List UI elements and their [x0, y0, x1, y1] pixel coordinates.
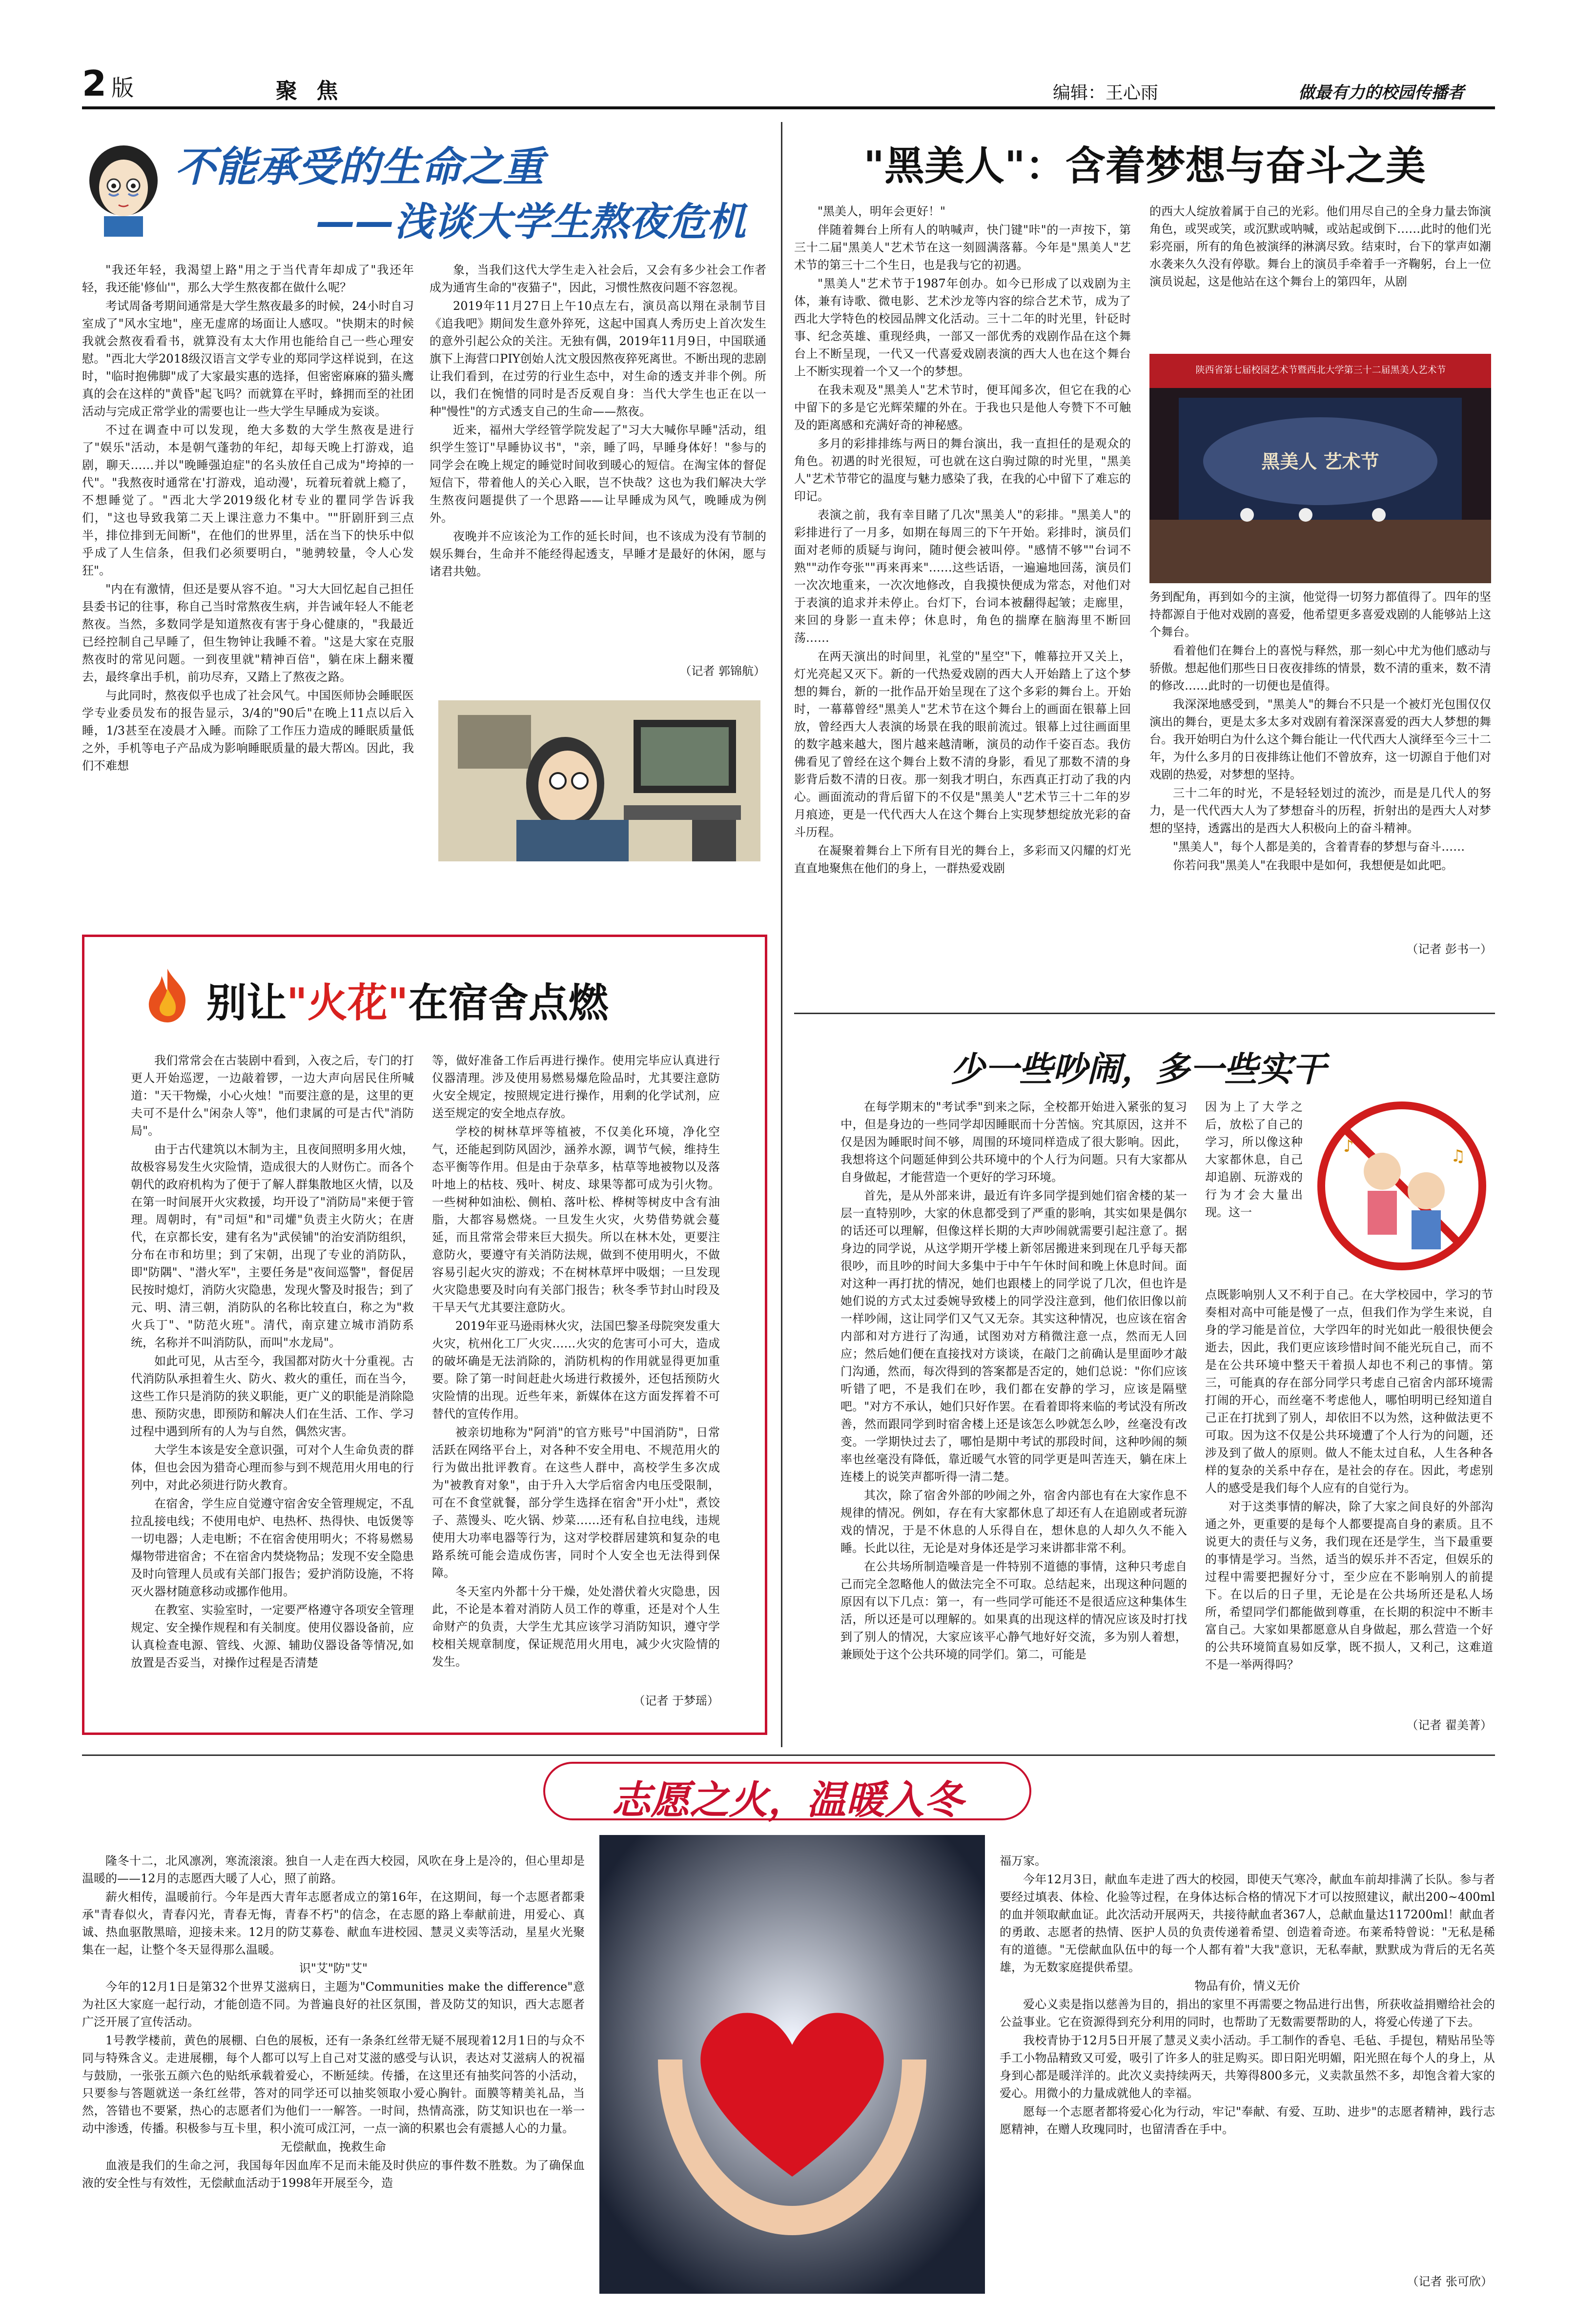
paragraph: 由于古代建筑以木制为主，且夜间照明多用火烛，故极容易发生火灾险情，造成很大的人财伤亡。而各个朝代的政府机构为了便于了解人群集散地区火情，以及在第一时间展开火灾救援，均开设了"消防局"来便于管理。周朝时，有"司烜"和"司爟"负责主火防火；在唐代，在京都长安，建有名为"武侯铺"的治安消防组织，分布在市和坊里；到了宋朝，出现了专业的消防队，即"防隅"、"潜火军"，主要任务是"夜间巡警"，督促居民按时熄灯，消防火灾隐患，发现火警及时报告；到了元、明、清三朝，消防队的名称比较直白，称之为"救火兵丁"、"防范火班"。清代，南京建立城市消防系统，名称并不叫消防队，而叫"水龙局"。 — [131, 1142, 414, 1349]
cartoon-girl-icon — [82, 139, 165, 237]
paragraph: 大学生本该是安全意识强，可对个人生命负责的群体，但也会因为猎奇心理而参与到不规范用火用电的行列中，对此必须进行防火教育。 — [131, 1443, 414, 1492]
no-noise-illustration — [1314, 1093, 1490, 1279]
article1-title: 不能承受的生命之重 — [175, 143, 544, 191]
stage-banner-text: 陕西省第七届校园艺术节暨西北大学第三十二届黑美人艺术节 — [1195, 365, 1446, 375]
header-rule — [82, 106, 1495, 109]
paragraph: 象，当我们这代大学生走入社会后，又会有多少社会工作者成为通宵生命的"夜猫子"，因此，习惯性熬夜问题不容忽视。 — [430, 263, 766, 294]
paragraph: 在凝聚着舞台上下所有目光的舞台上，多彩而又闪耀的灯光直直地聚焦在他们的身上，一群热爱戏剧 — [794, 844, 1131, 875]
paragraph: 不过在调查中可以发现，绝大多数的大学生熬夜是进行了"娱乐"活动，本是朝气蓬勃的年纪，却每天晚上打游戏，追剧，聊天……并以"晚睡强迫症"的名头放任自己成为"垮掉的一代"。"我熬夜时通常在'打游戏，追动漫'，玩着玩着就上瘾了，不想睡觉了。"西北大学2019级化材专业的瞿同学告诉我们，"这也导致我第二天上课注意力不集中。""肝剧肝到三点半，排位排到无间断"，在他们的世界里，活在当下的快乐中似乎成了人生信条，但我们必须要明白，"驰骋较量，令人心发狂"。 — [82, 423, 414, 577]
paragraph: 学校的树林草坪等植被，不仅美化环境，净化空气，还能起到防风固沙，涵养水源，调节气候，维持生态平衡等作用。但是由于杂草多，枯草等地被物以及落叶地上的枯枝、残叶、树皮、球果等都可成为引火物。一些树种如油松、侧柏、落叶松、桦树等树皮中含有油脂，大都容易燃烧。一旦发生火灾，火势借势就会蔓延，而且常常会带来巨大损失。所以在林木处，更要注意防火，要遵守有关消防法规，做到不使用明火，不做容易引起火灾的游戏；不在树林草坪中吸烟；一旦发现火灾隐患要及时向有关部门报告；秋冬季节封山时段及干旱天气尤其要注意防火。 — [432, 1125, 720, 1314]
paragraph: 三十二年的时光，不是轻轻划过的流沙，而是是几代人的努力，是一代代西大人为了梦想奋斗的历程，折射出的是西大人对梦想的坚持，透露出的是西大人积极向上的奋斗精神。 — [1149, 786, 1491, 835]
illustration-student-at-computer — [438, 700, 760, 861]
subheading: 物品有价，情义无价 — [1194, 1979, 1300, 1993]
paragraph: 福万家。 — [1000, 1854, 1046, 1868]
article5-reporter: （记者 张可欣） — [1407, 2275, 1493, 2288]
paragraph: 今年的12月1日是第32个世界艾滋病日，主题为"Communities make the difference"意为社区大家庭一起行动，才能创造不同。为普遍良好的社区氛围，普及防艾的知识，西大志愿者广泛开展了宣传活动。 — [82, 1980, 585, 2029]
paragraph: 冬天室内外都十分干燥，处处潜伏着火灾隐患，因此，不论是本着对消防人员工作的尊重，还是对个人生命财产的负责，大学生尤其应该学习消防知识，遵守学校相关规章制度，保证规范用火用电，减少火灾险情的发生。 — [432, 1585, 720, 1669]
paragraph: "黑美人，明年会更好！" — [818, 204, 946, 218]
svg-text:♪: ♪ — [1343, 1137, 1354, 1156]
article2-col1 — [794, 203, 1131, 878]
article4-col2-top — [1205, 1098, 1303, 1222]
article-quiet-dorm — [794, 1040, 1495, 1747]
page-header — [0, 0, 1577, 112]
paragraph: 在公共场所制造噪音是一件特别不道德的事情，这种只考虑自己而完全忽略他人的做法完全不可取。总结起来，出现这种问题的原因有以下几点：第一，有一些同学可能还不是很适应这种集体生活，所以还是可以理解的。如果真的出现这样的情况应该及时打找到了别人的情况，大家应该平心静气地好好交流，多为别人着想，兼顾处于这个公共环境的同学们。第二，可能是 — [840, 1560, 1187, 1661]
paragraph: 2019年11月27日上午10点左右，演员高以翔在录制节目《追我吧》期间发生意外猝死，这起中国真人秀历史上首次发生的意外引起公众的关注。无独有偶，2019年11月9日，中国联通旗下上海营口PIY创始人沈文殷因熬夜猝死离世。不断出现的悲剧让我们看到，在过劳的行业生态中，对生命的透支并非个例。所以，我们在惋惜的同时是否反观自身：当代大学生也正在以一种"慢性"的方式透支自己的生命——熬夜。 — [430, 299, 766, 418]
paragraph: 夜晚并不应该沦为工作的延长时间，也不该成为没有节制的娱乐舞台，生命并不能经得起透支，早睡才是最好的休闲，愿与诸君共勉。 — [430, 530, 766, 578]
paragraph: 看着他们在舞台上的喜悦与释然，那一刻心中尤为他们感动与骄傲。想起他们那些日日夜夜排练的情景，数不清的重来，数不清的修改……此时的一切便也是值得。 — [1149, 644, 1491, 693]
paragraph: 在宿舍，学生应自觉遵守宿舍安全管理规定，不乱拉乱接电线；不使用电炉、电热杯、热得快、电饭煲等一切电器；人走电断；不在宿舍使用明火；不将易燃易爆物带进宿舍；不在宿舍内焚烧物品；发现不安全隐患及时向管理人员或有关部门报告；爱护消防设施，不将灭火器材随意移动或挪作他用。 — [131, 1497, 414, 1598]
section-name: 聚 焦 — [276, 79, 344, 103]
paragraph: 在每学期末的"考试季"到来之际，全校都开始进入紧张的复习中，但是身边的一些同学却因睡眠而十分苦恼。究其原因，这并不仅是因为睡眠时间不够，周围的环境同样造成了很大影响。因此，我想将这个问题延伸到公共环境中的个人行为问题。只有大家都从自身做起，才能营造一个更好的学习环境。 — [840, 1100, 1187, 1184]
article3-col2 — [432, 1052, 720, 1672]
paragraph: 我校青协于12月5日开展了慧灵义卖小活动。手工制作的香皂、毛毡、手提包，精贴吊坠等手工小物品精致又可爱，吸引了许多人的驻足购买。即日阳光明媚，阳光照在每个人的身上，从身到心都是暖洋洋的。此次义卖持续两天，共筹得800多元，义卖款虽然不多，却饱含着大家的爱心。用微小的力量成就他人的幸福。 — [1000, 2034, 1495, 2100]
subheading: 无偿献血，挽救生命 — [281, 2140, 386, 2154]
paragraph: 隆冬十二，北风凛冽，寒流滚滚。独自一人走在西大校园，风吹在身上是冷的，但心里却是温暖的——12月的志愿西大暖了人心，照了前路。 — [82, 1854, 585, 1885]
paragraph: 2019年亚马逊雨林火灾，法国巴黎圣母院突发重大火灾，杭州化工厂火灾……火灾的危害可小可大，造成的破坏确是无法消除的，消防机构的作用就显得更加重要。除了第一时间赶赴火场进行救援外，还包括预防火灾险情的出现。近些年来，新媒体在这方面发挥着不可替代的宣传作用。 — [432, 1319, 720, 1421]
article4-col2-bottom — [1205, 1286, 1493, 1674]
paragraph: 如此可见，从古至今，我国都对防火十分重视。古代消防队承担着生火、防火、救火的重任，而在当今，这些工作只是消防的狭义职能，更广义的职能是消除隐患、预防灾患，即预防和解决人们在生活、工作、学习过程中遇到所有的人为与自然，偶然灾害。 — [131, 1354, 414, 1438]
article3-title-pre: 别让 — [206, 980, 287, 1026]
article3-col1 — [131, 1052, 414, 1672]
article-volunteer — [82, 1762, 1495, 2299]
paragraph: 1号教学楼前，黄色的展棚、白色的展板，还有一条条红丝带无疑不展现着12月1日的与众不同与特殊含义。走进展棚，每个人都可以写上自己对艾滋的感受与认识，表达对艾滋病人的祝福与鼓励，一张张五颜六色的贴纸承载着爱心，不断延续。传播，在这里还有抽奖问答的小活动，只要参与答题就送一条红丝带，答对的同学还可以抽奖领取小爱心胸针。面膜等精美礼品，当然，答错也不要紧，热心的志愿者们为他们一一解答。一时间，热情高涨，防艾知识也在一举一动中渗透，传播。积极参与互卡里，积小流可成江河，一点一滴的积累也会有震撼人心的力量。 — [82, 2034, 585, 2135]
heart-hands-photo — [599, 1835, 985, 2294]
paragraph: "黑美人"，每个人都是美的，含着青春的梦想与奋斗…… — [1173, 840, 1465, 854]
paragraph: 与此同时，熬夜似乎也成了社会风气。中国医师协会睡眠医学专业委员发布的报告显示，3/4的"90后"在晚上11点以后入睡，1/3甚至在凌晨才入睡。而除了工作压力造成的睡眠质量低之外，手机等电子产品成为影响睡眠质量的最大帮凶。因此，我们不难想 — [82, 689, 414, 773]
column-divider — [781, 122, 782, 1747]
article3-title-post: 在宿舍点燃 — [408, 980, 609, 1026]
paragraph: 被亲切地称为"阿消"的官方账号"中国消防"，日常活跃在网络平台上，对各种不安全用电、不规范用火的行为做出批评教育。在这些人群中，高校学生多次成为"被教育对象"，由于升入大学后宿舍内电压受限制，可在不食堂就餐，部分学生选择在宿舍"开小灶"，煮饺子、蒸馒头、吃火锅、炒菜……还有私自拉电线，违规使用大功率电器等行为，这对学校群居建筑和复杂的电路系统可能会造成伤害，同时个人安全也无法得到保障。 — [432, 1426, 720, 1580]
paragraph: 今年12月3日，献血车走进了西大的校园，即使天气寒冷，献血车前却排满了长队。参与者要经过填表、体检、化验等过程，在身体达标合格的情况下才可以按照建议，献出200~400ml的血并领取献血证。此次活动开展两天，共接待献血者367人，总献血量达117200ml！献血者的勇敢、志愿者的热情、医护人员的负责传递着希望、创造着奇迹。布莱希特曾说："无私是稀有的道德。"无偿献血队伍中的每一个人都有着"大我"意识，无私奉献，默默成为背后的无名英雄，为无数家庭提供希望。 — [1000, 1873, 1495, 1974]
page-number-digit: 2 — [82, 63, 107, 104]
paragraph: 薪火相传，温暖前行。今年是西大青年志愿者成立的第16年，在这期间，每一个志愿者都秉承"青春似火，青春闪光，青春无悔，青春不朽"的信念，在志愿的路上奉献前进，用爱心、真诚、热血驱散黑暗，迎接未来。12月的防艾募卷、献血车进校园、慧灵义卖等活动，星星火光聚集在一起，让整个冬天显得那么温暖。 — [82, 1890, 585, 1957]
article3-title-mid: "火花" — [287, 980, 409, 1026]
page-number — [82, 63, 134, 105]
article1-subtitle: ——浅谈大学生熬夜危机 — [316, 199, 746, 245]
paragraph: "黑美人"艺术节于1987年创办。如今已形成了以戏剧为主体，兼有诗歌、微电影、艺术沙龙等内容的综合艺术节，成为了西北大学特色的校园品牌文化活动。三十二年的时光里，针砭时事、纪念英雄、重现经典，一部又一部优秀的戏剧作品在这个舞台上不断呈现，一代又一代喜爱戏剧表演的西大人也在这个舞台上不断实现着一个又一个的梦想。 — [794, 277, 1131, 378]
stage-screen-text: 黑美人 艺术节 — [1261, 450, 1379, 472]
paragraph: 考试周备考期间通常是大学生熬夜最多的时候，24小时自习室成了"风水宝地"，座无虚席的场面让人感叹。"快期末的时候我就会熬夜看看书，就算没有太大作用也能给自己一些心理安慰。"西北大学2018级汉语言文学专业的郑同学这样说到，在这时，"临时抱佛脚"成了大家最实惠的选择，但密密麻麻的猫头鹰真的会在这样的"黄昏"起飞吗？而就算在平时，蜂拥而至的社团活动与完成正常学业的需要也让一些大学生早睡成为妄谈。 — [82, 299, 414, 418]
paragraph: 的西大人绽放着属于自己的光彩。他们用尽自己的全身力量去饰演角色，或哭或笑，或沉默或呐喊，或站起或倒下……此时的他们光彩亮丽，所有的角色被演绎的淋漓尽致。结束时，台下的掌声如潮水袭来久久没有停歇。舞台上的演员手牵着手一齐鞠躬，台上一位演员说起，这是他站在这个舞台上的第四年，从剧 — [1149, 204, 1491, 288]
stage-photo — [1149, 354, 1491, 583]
editor-name: 编辑：王心雨 — [1053, 83, 1159, 103]
article4-col1 — [840, 1098, 1187, 1664]
paragraph: 其次，除了宿舍外部的吵闹之外，宿舍内部也有在大家作息不规律的情况。例如，存在有大家都休息了却还有人在追剧或者玩游戏的情况，于是不休息的人乐得自在，想休息的人却久久不能入睡。长此以往，无论是对身体还是学习来讲都非常不利。 — [840, 1488, 1187, 1555]
article4-reporter: （记者 翟美菁） — [1406, 1718, 1492, 1732]
article1-reporter: （记者 郭锦航） — [679, 664, 765, 678]
article2-col2-top — [1149, 203, 1491, 291]
page-number-unit: 版 — [111, 75, 134, 101]
paragraph: "内在有激情，但还是要从容不迫。"习大大回忆起自己担任县委书记的往事，称自己当时常熬夜生病，并告诫年轻人不能老熬夜。当然，多数同学是知道熬夜有害于身心健康的，"我最近已经控制自己早睡了，但生物钟让我睡不着。"这是大家在克服熬夜时的常见问题。一到夜里就"精神百倍"，躺在床上翻来覆去，最终拿出手机，前功尽弃，又踏上了熬夜之路。 — [82, 582, 414, 684]
article-dorm-fire — [82, 935, 767, 1735]
paragraph: 你若问我"黑美人"在我眼中是如何，我想便是如此吧。 — [1173, 858, 1454, 872]
article-black-beauty — [794, 120, 1495, 1027]
paragraph: 血液是我们的生命之河，我国每年因血库不足而未能及时供应的事件数不胜数。为了确保血液的安全性与有效性，无偿献血活动于1998年开展至今，造 — [82, 2159, 585, 2190]
article1-col1 — [82, 261, 414, 775]
paragraph: 在两天演出的时间里，礼堂的"星空"下，帷幕拉开又关上，灯光亮起又灭下。新的一代热爱戏剧的西大人开始踏上了这个梦想的舞台，新的一批作品开始呈现在了这个多彩的舞台上。开始时，一幕幕曾经"黑美人"艺术节在这个舞台上的画面在银幕上回放，曾经西大人表演的场景在我的眼前流过。银幕上过往画面里的数字越来越大，图片越来越清晰，演员的动作千姿百态。我仿佛看见了曾经在这个舞台上数不清的身影，看见了那数不清的身影背后数不清的日夜。那一刻我才明白，东西真正打动了我的内心。画面流动的背后留下的不仅是"黑美人"艺术节三十二年的岁月痕迹，更是一代代西大人在这个舞台上实现梦想绽放光彩的奋斗历程。 — [794, 650, 1131, 839]
paragraph: 点既影响别人又不利于自己。在大学校园中，学习的节奏相对高中可能是慢了一点，但我们作为学生来说，自身的学习能是首位，大学四年的时光如此一般很快便会逝去，因此，我们更应该珍惜时间不能光玩自己，而不是在公共环境中整天干着损人却也不利己的事情。第三，可能真的存在部分同学只考虑自己宿舍内部环境需打闹的开心，而丝毫不考虑他人，哪怕明明已经知道自己正在打扰到了别人，却依旧不以为然，这种做法更不可取。因为这不仅是公共环境遭了个人行为的问题，还涉及到了做人的原则。做人不能太过自私，人生各种各样的复杂的关系中存在，是社会的存在。因此，考虑别人的感受是我们每个人应有的自觉行为。 — [1205, 1288, 1493, 1495]
article5-col1 — [82, 1852, 585, 2193]
subheading: 识"艾"防"艾" — [299, 1961, 368, 1975]
paragraph: 在教室、实验室时，一定要严格遵守各项安全管理规定、安全操作规程和有关制度。使用仪器设备前，应认真检查电源、管线、火源、辅助仪器设备等情况,如放置是否妥当，对操作过程是否清楚 — [131, 1603, 414, 1670]
article2-title: "黑美人"：含着梦想与奋斗之美 — [863, 143, 1426, 189]
paragraph: 对于这类事情的解决，除了大家之间良好的外部沟通之外，更重要的是每个人都要提高自身的素质。且不说更大的责任与义务，我们现在还是学生，当下最重要的事情是学习。当然，适当的娱乐并不否定，但娱乐的过程中需要把握好分寸，至少应在不影响别人的前提下。在以后的日子里，无论是在公共场所还是私人场所，希望同学们都能做到尊重，在长期的积淀中不断丰富自己。大家如果都愿意从自身做起，那么营造一个好的公共环境简直易如反掌，既不损人，又利己，这难道不是一举两得吗？ — [1205, 1500, 1493, 1672]
article5-title: 志愿之火，温暖入冬 — [612, 1777, 963, 1823]
flame-icon — [138, 966, 197, 1025]
article3-reporter: （记者 于梦瑶） — [633, 1694, 719, 1708]
article4-title: 少一些吵闹，多一些实干 — [950, 1049, 1326, 1089]
paragraph: 首先，是从外部来讲，最近有许多同学提到她们宿舍楼的某一层一直特别吵，大家的休息都受到了严重的影响，其实如果是偶尔的话还可以理解，但像这样长期的大声吵闹就需要引起注意了。据身边的同学说，从这学期开学楼上新邻居搬进来到现在几乎每天都很吵，而且吵的时间大多集中于中午午休时间和晚上休息时间。面对这种一再打扰的情况，她们也跟楼上的同学说了几次，但也许是她们说的方式太过委婉导致楼上的同学没注意到，他们依旧像以前一样吵闹，这让同学们又气又无奈。其实这种情况，也应该在宿舍内部和对方进行了沟通，试图劝对方稍微注意一点，然而无人回应；然后她们便在直接找对方谈谈，在敲门之前确认是里面吵才敲门沟通，然而，每次得到的答案都是否定的，她们总说："你们应该听错了吧，不是我们在吵，我们都在安静的学习，应该是隔壁吧。"对方不承认，她们只好作罢。在看着即将来临的考试没有所改善，然而跟同学到时宿舍楼上还是该怎么吵就怎么吵，丝毫没有改变。一学期快过去了，哪怕是期中考试的那段时间，这种吵闹的频率也丝毫没有降低，靠近暖气水管的同学更是叫苦连天，躺在床上连楼上的说笑声都听得一清二楚。 — [840, 1189, 1187, 1484]
article-late-night — [82, 120, 772, 900]
paragraph: 爱心义卖是指以慈善为目的，捐出的家里不再需要之物品进行出售，所获收益捐赠给社会的公益事业。它在资源得到充分利用的同时，也帮助了无数需要帮助的人，将爱心传递了下去。 — [1000, 1998, 1495, 2029]
article1-col2 — [430, 261, 766, 581]
paragraph: 愿每一个志愿者都将爱心化为行动，牢记"奉献、有爱、互助、进步"的志愿者精神，践行志愿精神，在赠人玫瑰同时，也留清香在手中。 — [1000, 2105, 1495, 2136]
article5-col2 — [1000, 1852, 1495, 2139]
article3-title — [206, 971, 608, 1028]
paragraph: 我们常常会在古装剧中看到，入夜之后，专门的打更人开始巡逻，一边敲着锣，一边大声向居民住所喊道："天干物燥，小心火烛！"而要注意的是，这里的更夫可不是什么"闲杂人等"，他们隶属的可是古代"消防局"。 — [131, 1054, 414, 1138]
article2-reporter: （记者 彭书一） — [1406, 942, 1492, 956]
paragraph: "我还年轻，我渴望上路"用之于当代青年却成了"我还年轻，我还能'修仙'"，那么大学生熬夜都在做什么呢？ — [82, 263, 414, 294]
article2-col2-bottom — [1149, 588, 1491, 875]
paragraph: 伴随着舞台上所有人的呐喊声，快门键"咔"的一声按下，第三十二届"黑美人"艺术节在这一刻圆满落幕。今年是"黑美人"艺术节的第三十二个生日，也是我与它的初遇。 — [794, 223, 1131, 272]
paragraph: 因为上了大学之后，放松了自己的学习，所以像这种大家都休息，自己却追剧、玩游戏的行为才会大量出现。这一 — [1205, 1100, 1303, 1219]
paragraph: 多月的彩排排练与两日的舞台演出，我一直担任的是观众的角色。初遇的时光很短，可也就在这白驹过隙的时光里，"黑美人"艺术节带它的温度与魅力感染了我，在我的心中留下了难忘的印记。 — [794, 437, 1131, 503]
section-rule — [794, 1013, 1495, 1014]
paragraph: 等，做好准备工作后再进行操作。使用完毕应认真进行仪器清理。涉及使用易燃易爆危险品时，尤其要注意防火安全规定，按照规定进行操作，用剩的化学试剂，应送至规定的安全地点存放。 — [432, 1054, 720, 1120]
paragraph: 我深深地感受到，"黑美人"的舞台不只是一个被灯光包围仅仅演出的舞台，更是太多太多对戏剧有着深深喜爱的西大人梦想的舞台。我开始明白为什么这个舞台能让一代代西大人演绎至今三十二年，为什么多月的日夜排练让他们不曾放弃，这一切源自于他们对戏剧的热爱，对梦想的坚持。 — [1149, 697, 1491, 781]
svg-text:♫: ♫ — [1451, 1146, 1466, 1166]
paragraph: 在我未观及"黑美人"艺术节时，便耳闻多次，但它在我的心中留下的多是它光辉荣耀的外在。于我也只是他人夸赞下不可触及的距离感和充满好奇的神秘感。 — [794, 383, 1131, 432]
paragraph: 近来，福州大学经管学院发起了"习大大喊你早睡"活动，组织学生签订"早睡协议书"，"亲，睡了吗，早睡身体好！"参与的同学会在晚上规定的睡觉时间收到暖心的短信。在淘宝体的督促短信下，带着他人的关心入眠，岂不快哉？这也为我们解决大学生熬夜问题提供了一个思路——让早睡成为风气，晚睡成为例外。 — [430, 423, 766, 525]
paragraph: 表演之前，我有幸目睹了几次"黑美人"的彩排。"黑美人"的彩排进行了一月多，如期在每周三的下午开始。彩排时，演员们面对老师的质疑与询问，随时便会被叫停。"感情不够""台词不熟""动作夸张""再来再来"……这些话语，一遍遍地回荡，演员们一次次地重来，一次次地修改，自我摸快便成为常态，对他们对于表演的追求并未停止。台灯下，台词本被翻得起皱；走廊里，来回的身影一直未停；休息时，角色的揣摩在脑海里不断回荡…… — [794, 508, 1131, 645]
section-rule-bottom — [82, 1754, 1495, 1756]
slogan: 做最有力的校园传播者 — [1298, 83, 1464, 102]
paragraph: 务到配角，再到如今的主演，他觉得一切努力都值得了。四年的坚持都源自于他对戏剧的喜爱，他希望更多喜爱戏剧的人能够站上这个舞台。 — [1149, 590, 1491, 639]
